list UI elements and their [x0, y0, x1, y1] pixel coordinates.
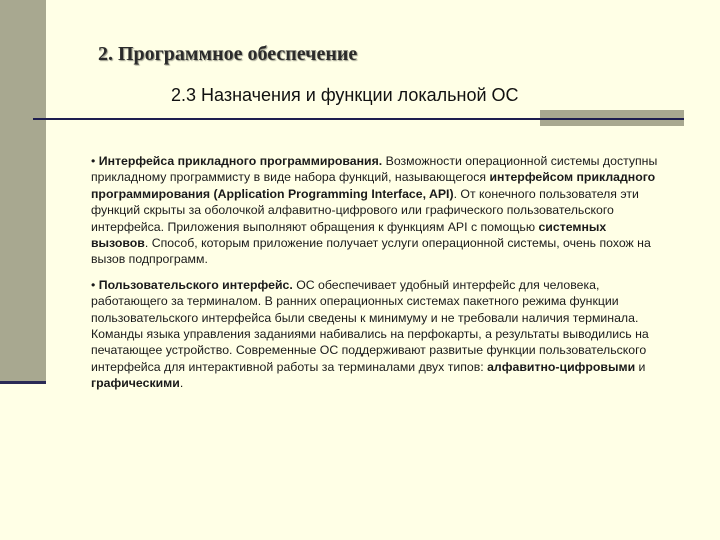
term-api: Интерфейса прикладного программирования. [98, 154, 383, 168]
header-divider [33, 118, 684, 120]
bullet: • [91, 277, 96, 292]
emphasis-syscalls: системных вызовов [91, 219, 607, 251]
emphasis-graphical: графическими [91, 376, 180, 391]
emphasis-api: интерфейсом прикладного программирования (Application Programming Interface, API) [91, 170, 656, 201]
slide-subtitle: 2.3 Назначения и функции локальной ОС [171, 85, 519, 105]
left-accent-underline [0, 381, 46, 384]
paragraph-text: . От конечного пользователя эти функций скрыты за оболочкой алфавитно-цифрового или графического пользовательского интерфейса. Приложения выполняют обращения к функциям API с помощью [91, 186, 639, 234]
paragraph-api [91, 153, 666, 268]
paragraph-user-interface [91, 277, 666, 392]
paragraph-text: . [179, 376, 184, 391]
paragraph-text: ОС обеспечивает удобный интерфейс для человека, работающего за терминалом. В ранних операционных системах пакетного режима функции пользовательского интерфейса были сведены к минимуму и не требовали наличия терминала. Команды языка управления заданиями набивались на перфокарты, а результаты выводились на печатающее устройство. Современные ОС поддерживают развитые функции пользовательского интерфейса для интерактивной работы за терминалами двух типов: [91, 277, 649, 374]
emphasis-alphanumeric: алфавитно-цифровыми [487, 359, 636, 374]
paragraph-text: Возможности операционной системы доступны прикладному программисту в виде набора функций, называющегося [91, 154, 658, 185]
slide-title: 2. Программное обеспечение [98, 43, 358, 65]
slide-body [91, 153, 666, 401]
bullet: • [91, 154, 96, 168]
paragraph-text: . Способ, которым приложение получает услуги операционной системы, очень похож на вызов подпрограмм. [91, 236, 651, 267]
paragraph-text: и [635, 359, 646, 374]
term-user-interface: Пользовательского интерфейс. [98, 277, 293, 292]
left-accent-bar [0, 0, 46, 384]
